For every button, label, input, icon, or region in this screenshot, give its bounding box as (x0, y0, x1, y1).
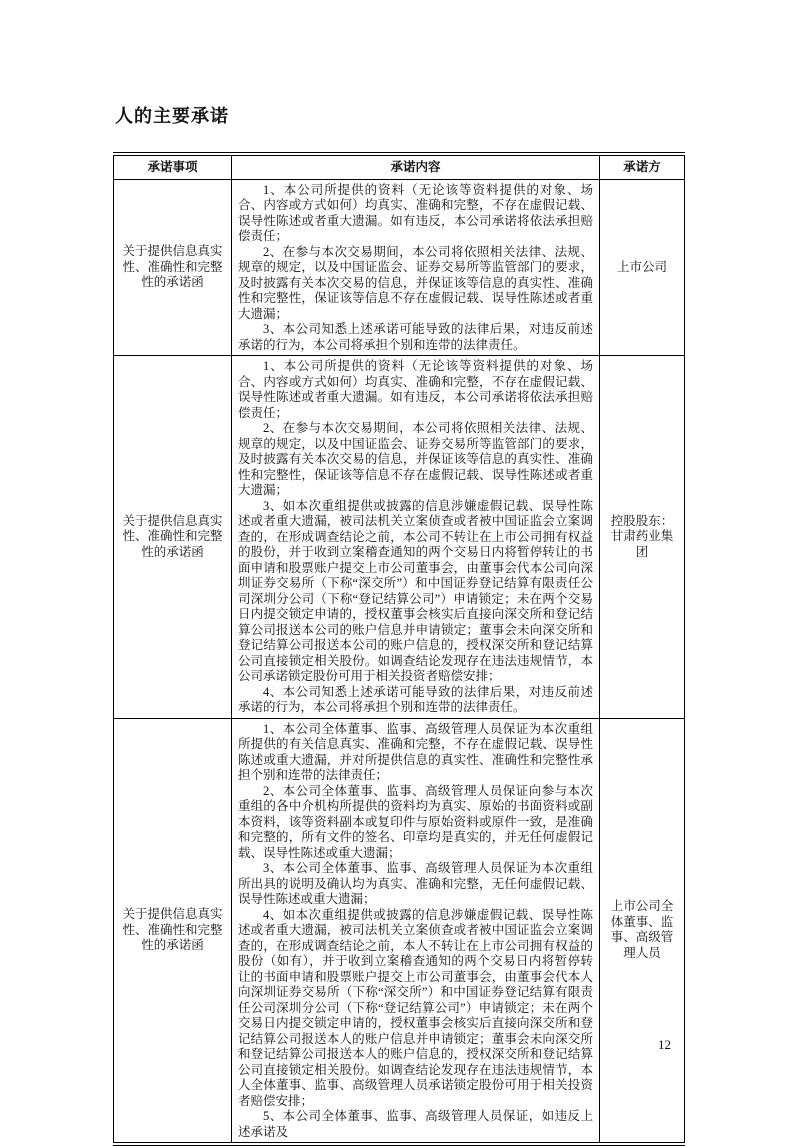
commitment-party-cell: 上市公司全体董事、监事、高级管理人员 (600, 718, 685, 1144)
content-paragraph: 3、本公司全体董事、监事、高级管理人员保证为本次重组所出具的说明及确认均为真实、准确和完整，无任何虚假记载、误导性陈述或重大遗漏； (238, 861, 593, 906)
header-commitment-item: 承诺事项 (114, 154, 232, 179)
content-paragraph: 2、在参与本次交易期间，本公司将依照相关法律、法规、规章的规定，以及中国证监会、证券交易所等监管部门的要求，及时披露有关本次交易的信息，并保证该等信息的真实性、准确性和完整性，保证该等信息不存在虚假记载、误导性陈述或者重大遗漏； (238, 421, 593, 497)
commitment-item-cell: 关于提供信息真实性、准确性和完整性的承诺函 (114, 179, 232, 356)
commitment-content-cell (232, 356, 600, 719)
content-paragraph: 4、本公司知悉上述承诺可能导致的法律后果，对违反前述承诺的行为，本公司将承担个别和连带的法律责任。 (238, 684, 593, 714)
header-commitment-content: 承诺内容 (232, 154, 600, 179)
table-row (114, 179, 685, 356)
header-commitment-party: 承诺方 (600, 154, 685, 179)
content-paragraph: 4、如本次重组提供或披露的信息涉嫌虚假记载、误导性陈述或者重大遗漏，被司法机关立案侦查或者被中国证监会立案调查的，在形成调查结论之前，本人不转让在上市公司拥有权益的股份（如有），并于收到立案稽查通知的两个交易日内将暂停转让的书面申请和股票账户提交上市公司董事会，由董事会代本人向深圳证券交易所（下称“深交所”）和中国证券登记结算有限责任公司深圳分公司（下称“登记结算公司”）申请锁定；未在两个交易日内提交锁定申请的，授权董事会核实后直接向深交所和登记结算公司报送本人的账户信息并申请锁定；董事会未向深交所和登记结算公司报送本人的账户信息的，授权深交所和登记结算公司直接锁定相关股份。如调查结论发现存在违法违规情节，本人全体董事、监事、高级管理人员承诺锁定股份可用于相关投资者赔偿安排； (238, 907, 593, 1108)
content-paragraph: 5、本公司全体董事、监事、高级管理人员保证，如违反上述承诺及 (238, 1109, 593, 1139)
page-number: 12 (658, 1037, 671, 1052)
table-row (114, 356, 685, 719)
table-header-row (114, 154, 685, 179)
content-paragraph: 1、本公司所提供的资料（无论该等资料提供的对象、场合、内容或方式如何）均真实、准确和完整，不存在虚假记载、误导性陈述或者重大遗漏。如有违反，本公司承诺将依法承担赔偿责任； (238, 359, 593, 420)
content-paragraph: 2、本公司全体董事、监事、高级管理人员保证向参与本次重组的各中介机构所提供的资料均为真实、原始的书面资料或副本资料，该等资料副本或复印件与原始资料或原件一致，是准确和完整的，所有文件的签名、印章均是真实的，并无任何虚假记载、误导性陈述或重大遗漏； (238, 783, 593, 860)
commitment-item-cell: 关于提供信息真实性、准确性和完整性的承诺函 (114, 718, 232, 1144)
content-paragraph: 1、本公司全体董事、监事、高级管理人员保证为本次重组所提供的有关信息真实、准确和完整，不存在虚假记载、误导性陈述或重大遗漏，并对所提供信息的真实性、准确性和完整性承担个别和连带的法律责任； (238, 721, 593, 782)
commitment-content-cell (232, 179, 600, 356)
commitment-content-cell (232, 718, 600, 1144)
table-row (114, 718, 685, 1144)
commitment-item-cell: 关于提供信息真实性、准确性和完整性的承诺函 (114, 356, 232, 719)
page-title: 人的主要承诺 (115, 106, 229, 126)
commitment-party-cell: 控股股东：甘肃药业集团 (600, 356, 685, 719)
content-paragraph: 3、如本次重组提供或披露的信息涉嫌虚假记载、误导性陈述或者重大遗漏，被司法机关立案侦查或者被中国证监会立案调查的，在形成调查结论之前，本公司不转让在上市公司拥有权益的股份，并于收到立案稽查通知的两个交易日内将暂停转让的书面申请和股票账户提交上市公司董事会，由董事会代本公司向深圳证券交易所（下称“深交所”）和中国证券登记结算有限责任公司深圳分公司（下称“登记结算公司”）申请锁定；未在两个交易日内提交锁定申请的，授权董事会核实后直接向深交所和登记结算公司报送本公司的账户信息并申请锁定；董事会未向深交所和登记结算公司报送本公司的账户信息的，授权深交所和登记结算公司直接锁定相关股份。如调查结论发现存在违法违规情节，本公司承诺锁定股份可用于相关投资者赔偿安排； (238, 498, 593, 683)
content-paragraph: 2、在参与本次交易期间，本公司将依照相关法律、法规、规章的规定，以及中国证监会、证券交易所等监管部门的要求，及时披露有关本次交易的信息，并保证该等信息的真实性、准确性和完整性，保证该等信息不存在虚假记载、误导性陈述或者重大遗漏； (238, 244, 593, 321)
commitment-party-cell: 上市公司 (600, 179, 685, 356)
commitments-table (113, 152, 685, 1146)
content-paragraph: 1、本公司所提供的资料（无论该等资料提供的对象、场合、内容或方式如何）均真实、准确和完整，不存在虚假记载、误导性陈述或者重大遗漏。如有违反，本公司承诺将依法承担赔偿责任； (238, 182, 593, 243)
content-paragraph: 3、本公司知悉上述承诺可能导致的法律后果，对违反前述承诺的行为，本公司将承担个别和连带的法律责任。 (238, 322, 593, 352)
